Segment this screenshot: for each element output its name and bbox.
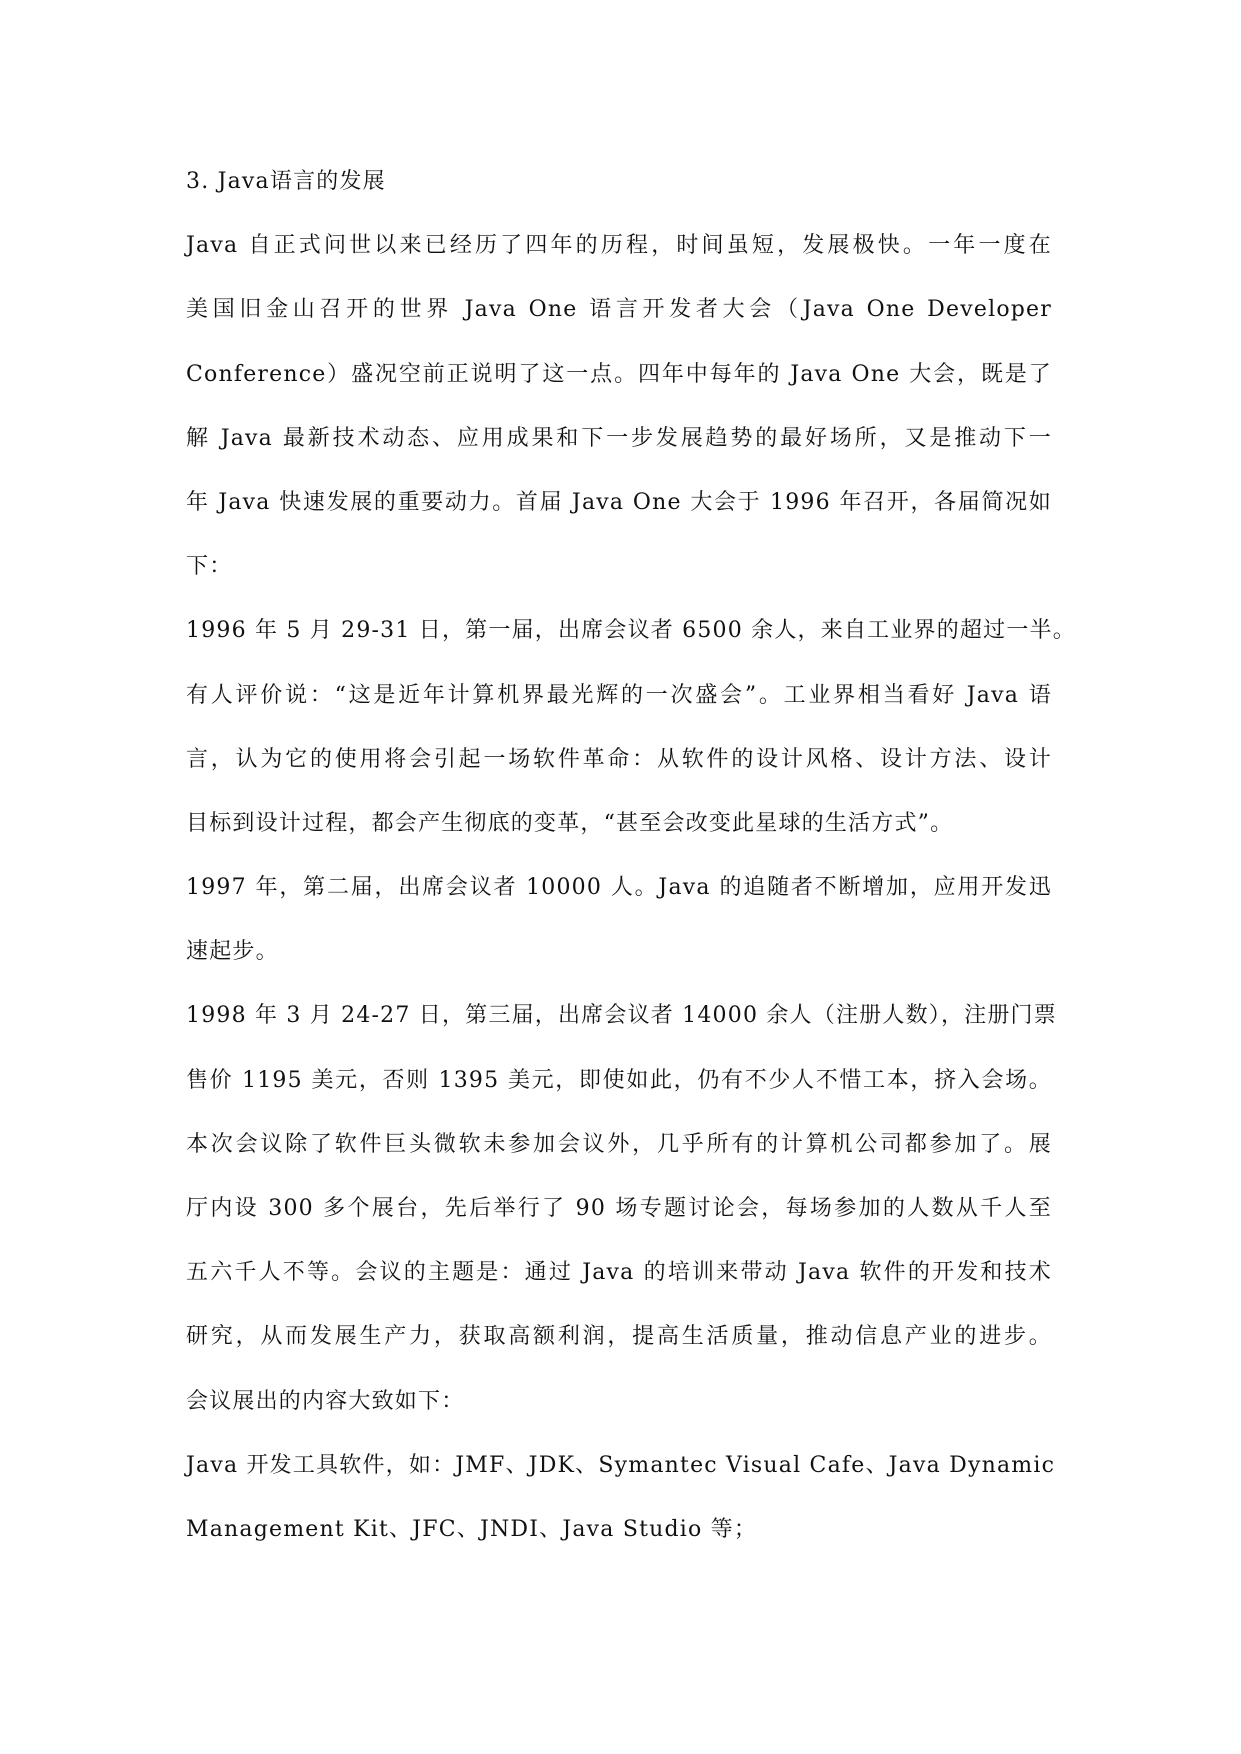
paragraph-line: 有人评价说：“这是近年计算机界最光辉的一次盛会”。工业界相当看好 Java 语 [186, 682, 1052, 708]
paragraph-line: Java 开发工具软件，如：JMF、JDK、Symantec Visual Cafe、Java Dynamic [186, 1452, 1056, 1478]
paragraph-line: 研究，从而发展生产力，获取高额利润，提高生活质量，推动信息产业的进步。 [186, 1324, 1052, 1350]
paragraph-line: 厅内设 300 多个展台，先后举行了 90 场专题讨论会，每场参加的人数从千人至 [186, 1196, 1052, 1221]
paragraph-line: 会议展出的内容大致如下： [186, 1388, 465, 1414]
section-heading: 3. Java语言的发展 [186, 169, 386, 194]
document-body [186, 162, 1076, 1574]
paragraph-line: 1996 年 5 月 29-31 日，第一届，出席会议者 6500 余人，来自工业界的超过一半。 [186, 618, 1076, 644]
paragraph-line: 五六千人不等。会议的主题是：通过 Java 的培训来带动 Java 软件的开发和技术 [186, 1260, 1052, 1286]
paragraph-line: 美国旧金山召开的世界 Java One 语言开发者大会（Java One Developer [186, 297, 1052, 323]
paragraph-line: 解 Java 最新技术动态、应用成果和下一步发展趋势的最好场所，又是推动下一 [186, 425, 1052, 451]
paragraph-line: 下： [186, 554, 233, 580]
paragraph-line: 1997 年，第二届，出席会议者 10000 人。Java 的追随者不断增加，应用开发迅 [186, 875, 1052, 901]
paragraph-line: Management Kit、JFC、JNDI、Java Studio 等； [186, 1516, 758, 1542]
paragraph-line: 本次会议除了软件巨头微软未参加会议外，几乎所有的计算机公司都参加了。展 [186, 1131, 1052, 1157]
paragraph-line: Conference）盛况空前正说明了这一点。四年中每年的 Java One 大会，既是了 [186, 361, 1052, 387]
paragraph-line: 目标到设计过程，都会产生彻底的变革，“甚至会改变此星球的生活方式”。 [186, 810, 954, 836]
paragraph-line: 年 Java 快速发展的重要动力。首届 Java One 大会于 1996 年召开，各届简况如 [186, 489, 1052, 515]
paragraph-line: 言，认为它的使用将会引起一场软件革命：从软件的设计风格、设计方法、设计 [186, 746, 1052, 772]
paragraph-line: Java 自正式问世以来已经历了四年的历程，时间虽短，发展极快。一年一度在 [186, 233, 1052, 259]
paragraph-line: 售价 1195 美元，否则 1395 美元，即使如此，仍有不少人不惜工本，挤入会场。 [186, 1067, 1052, 1093]
paragraph-line: 速起步。 [186, 939, 279, 965]
paragraph-line: 1998 年 3 月 24-27 日，第三届，出席会议者 14000 余人（注册人数），注册门票 [186, 1003, 1057, 1029]
